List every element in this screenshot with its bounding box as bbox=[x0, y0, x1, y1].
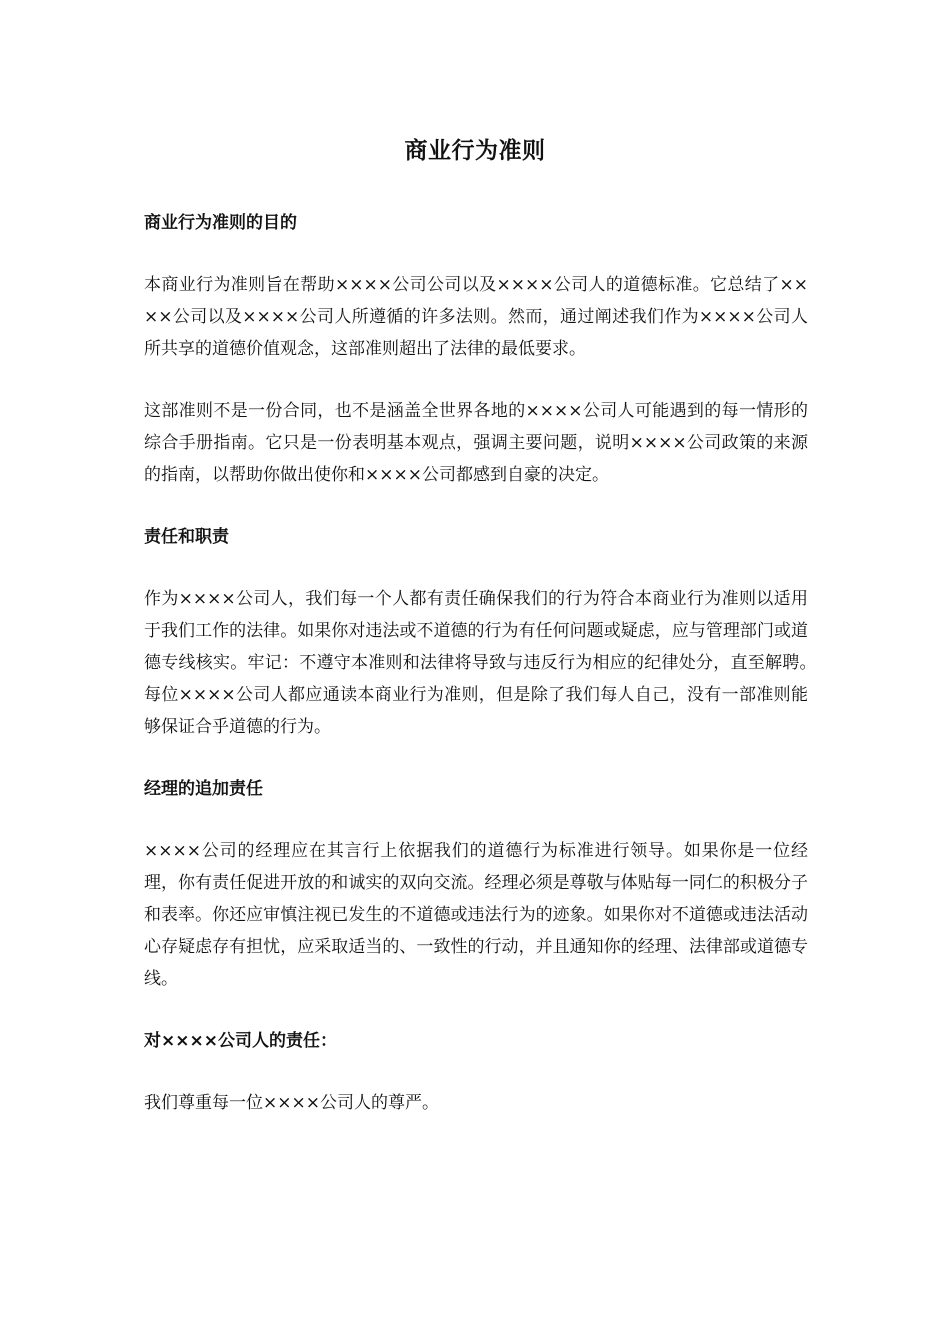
section-heading-purpose: 商业行为准则的目的 bbox=[144, 213, 297, 233]
spacer bbox=[144, 553, 808, 583]
paragraph-purpose-2: 这部准则不是一份合同，也不是涵盖全世界各地的××××公司人可能遇到的每一情形的综合手册指南。它只是一份表明基本观点，强调主要问题，说明××××公司政策的来源的指南，以帮助你做出使你和××××公司都感到自豪的决定。 bbox=[144, 401, 808, 485]
paragraph-manager-duties-1: ××××公司的经理应在其言行上依据我们的道德行为标准进行领导。如果你是一位经理，你有责任促进开放的和诚实的双向交流。经理必须是尊敬与体贴每一同仁的积极分子和表率。你还应审慎注视已发生的不道德或违法行为的迹象。如果你对不道德或违法活动心存疑虑存有担忧，应采取适当的、一致性的行动，并且通知你的经理、法律部或道德专线。 bbox=[144, 841, 808, 989]
section-heading-responsibilities: 责任和职责 bbox=[144, 527, 229, 547]
spacer bbox=[144, 365, 808, 395]
spacer bbox=[144, 995, 808, 1025]
spacer bbox=[144, 1057, 808, 1087]
document-title: 商业行为准则 bbox=[404, 138, 546, 164]
paragraph-purpose-1: 本商业行为准则旨在帮助××××公司公司以及××××公司人的道德标准。它总结了××××公司以及××××公司人所遵循的许多法则。然而，通过阐述我们作为××××公司人所共享的道德价值观念，这部准则超出了法律的最低要求。 bbox=[144, 275, 808, 359]
spacer bbox=[144, 239, 808, 269]
document-body bbox=[144, 207, 825, 1119]
paragraph-duty-to-staff-1: 我们尊重每一位××××公司人的尊严。 bbox=[144, 1093, 439, 1113]
paragraph-responsibilities-1: 作为××××公司人，我们每一个人都有责任确保我们的行为符合本商业行为准则以适用于我们工作的法律。如果你对违法或不道德的行为有任何问题或疑虑，应与管理部门或道德专线核实。牢记：不遵守本准则和法律将导致与违反行为相应的纪律处分，直至解聘。 每位××××公司人都应通读本商业行为准则，但是除了我们每人自己，没有一部准则能够保证合乎道德的行为。 bbox=[144, 589, 825, 737]
spacer bbox=[144, 805, 808, 835]
section-heading-duty-to-staff: 对××××公司人的责任： bbox=[144, 1031, 337, 1051]
section-heading-manager-duties: 经理的追加责任 bbox=[144, 779, 263, 799]
spacer bbox=[144, 491, 808, 521]
spacer bbox=[144, 743, 808, 773]
